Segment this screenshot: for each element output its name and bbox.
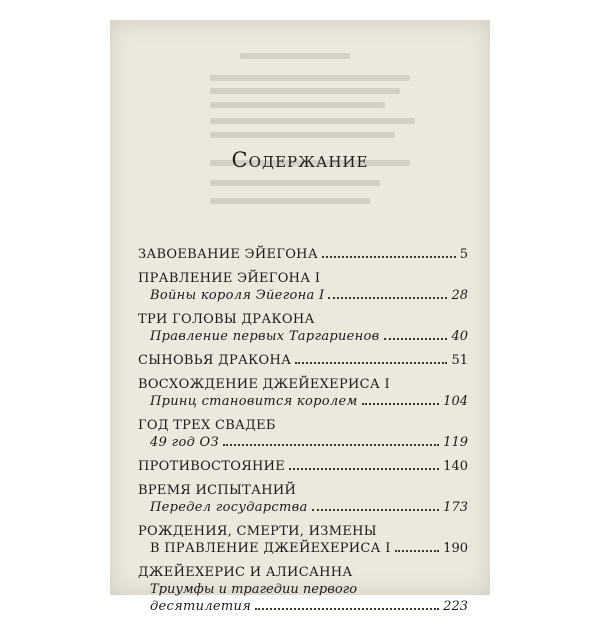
toc-entry	[138, 246, 468, 263]
toc-entry-title: ДЖЕЙЕХЕРИС И АЛИСАННА	[138, 565, 353, 580]
leader-dots	[295, 362, 447, 364]
toc-entry-title: ПРОТИВОСТОЯНИЕ	[138, 459, 286, 474]
toc-page-number: 104	[443, 394, 468, 409]
toc-entry	[138, 352, 468, 369]
toc-entry-subtitle: Войны короля Эйегона I	[150, 288, 325, 303]
toc-entry-subtitle: 49 год ОЗ	[150, 435, 219, 450]
toc-entry	[138, 311, 468, 345]
toc-entry	[138, 376, 468, 410]
toc-entry-subtitle: Правление первых Таргариенов	[150, 329, 380, 344]
leader-dots	[223, 444, 439, 446]
toc-page-number: 51	[451, 353, 468, 368]
toc-page-number: 173	[443, 500, 468, 515]
toc-entry-title: СЫНОВЬЯ ДРАКОНА	[138, 353, 292, 368]
book-page	[110, 20, 490, 614]
toc-entry	[138, 270, 468, 304]
leader-dots	[395, 550, 439, 552]
toc-entry-subtitle-continued: десятилетия	[150, 599, 252, 614]
toc-entry	[138, 482, 468, 516]
leader-dots	[328, 297, 447, 299]
toc-entry	[138, 564, 468, 615]
toc-entry-title: ГОД ТРЕХ СВАДЕБ	[138, 418, 276, 433]
toc-entry-title: РОЖДЕНИЯ, СМЕРТИ, ИЗМЕНЫ	[138, 524, 377, 539]
page-title: Содержание	[231, 148, 369, 172]
toc-page-number: 40	[451, 329, 468, 344]
toc-entry-title: ВРЕМЯ ИСПЫТАНИЙ	[138, 483, 297, 498]
leader-dots	[384, 338, 448, 340]
toc-page-number: 28	[451, 288, 468, 303]
toc-entry-title: ТРИ ГОЛОВЫ ДРАКОНА	[138, 312, 315, 327]
toc-entry-title: ЗАВОЕВАНИЕ ЭЙЕГОНА	[138, 247, 318, 262]
toc-page-number: 223	[443, 599, 468, 614]
toc-page-number: 119	[443, 435, 468, 450]
leader-dots	[362, 403, 440, 405]
leader-dots	[312, 509, 440, 511]
toc-entry-subtitle: Триумфы и трагедии первого	[150, 582, 358, 597]
table-of-contents	[138, 246, 468, 622]
toc-entry-subtitle: Передел государства	[150, 500, 308, 515]
toc-page-number: 140	[443, 459, 468, 474]
toc-page-number: 190	[443, 541, 468, 556]
toc-entry	[138, 458, 468, 475]
leader-dots	[289, 468, 439, 470]
toc-entry	[138, 417, 468, 451]
toc-entry	[138, 523, 468, 557]
leader-dots	[255, 608, 439, 610]
toc-entry-title: ВОСХОЖДЕНИЕ ДЖЕЙЕХЕРИСА I	[138, 377, 390, 392]
toc-entry-title: ПРАВЛЕНИЕ ЭЙЕГОНА I	[138, 271, 321, 286]
toc-entry-title-continued: В ПРАВЛЕНИЕ ДЖЕЙЕХЕРИСА I	[150, 541, 391, 556]
bleed-through-text	[110, 20, 490, 220]
toc-entry-subtitle: Принц становится королем	[150, 394, 358, 409]
leader-dots	[322, 256, 456, 258]
toc-page-number: 5	[459, 247, 468, 262]
